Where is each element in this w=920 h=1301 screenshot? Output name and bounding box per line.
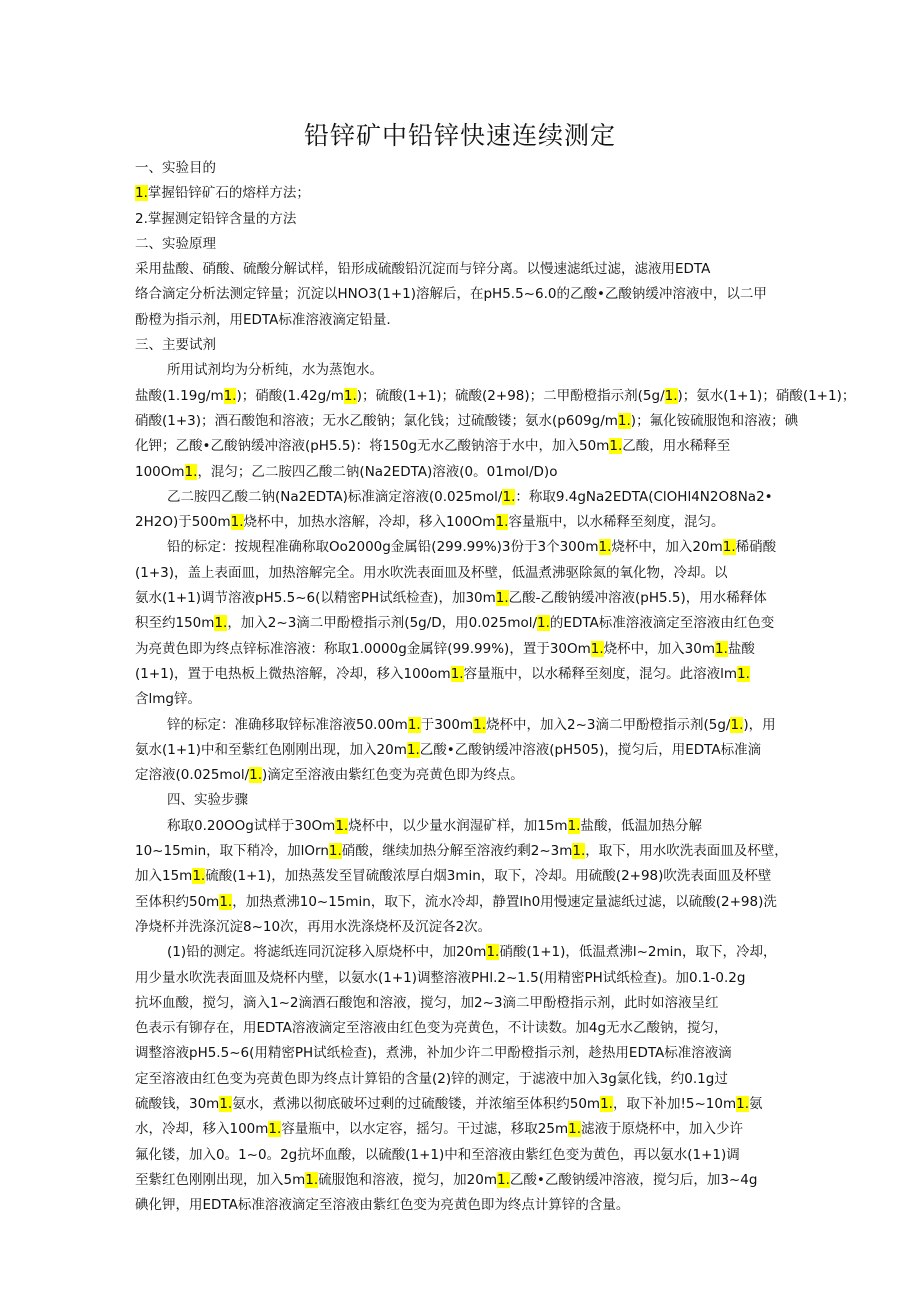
text-line: 色表示有铆存在，用EDTA溶液滴定至溶液由红色变为亮黄色，不计读数。加4g无水乙酸钠，搅匀，	[135, 1020, 728, 1037]
highlight-mark: 1.	[486, 944, 500, 961]
highlight-mark: 1.	[609, 438, 623, 455]
text-line: 三、主要试剂	[135, 337, 216, 354]
highlight-mark: 1.	[572, 843, 586, 860]
text-line: 所用试剂均为分析纯，水为蒸饱水。	[167, 362, 383, 379]
highlight-mark: 1.	[715, 640, 728, 657]
highlight-mark: 1.	[722, 539, 736, 556]
text-line: 至紫红色刚刚出现，加入5m1.硫服饱和溶液，搅匀，加20m1.乙酸•乙酸钠缓冲溶液，搅匀后，加3~4g	[135, 1171, 758, 1188]
text-line: 为亮黄色即为终点锌标准溶液：称取1.0000g金属锌(99.99%)，置于30Om1.烧杯中，加入30m1.盐酸	[135, 640, 755, 657]
text-line: 水，冷却，移入100m1.容量瓶中，以水定容，摇匀。干过滤，移取25m1.滤液于原烧杯中，加入少许	[135, 1121, 744, 1138]
text-line: 采用盐酸、硝酸、硫酸分解试样，铅形成硫酸铅沉淀而与锌分离。以慢速滤纸过滤，滤液用EDTA	[135, 261, 711, 278]
highlight-mark: 1.	[407, 716, 421, 733]
text-line: 乙二胺四乙酸二钠(Na2EDTA)标准滴定溶液(0.025mol∕1.：称取9.4gNa2EDTA(ClOHl4N2O8Na2•	[167, 488, 773, 505]
highlight-mark: 1.	[502, 488, 516, 505]
highlight-mark: 1.	[305, 1171, 319, 1188]
document-body	[135, 156, 856, 1218]
text-line: 锌的标定：准确移取锌标准溶液50.00m1.于300m1.烧杯中，加入2~3滴二甲酚橙指示剂(5g∕1.)，用	[167, 716, 776, 733]
text-line: 称取0.20OOg试样于30Om1.烧杯中，以少量水润湿矿样，加15m1.盐酸，低温加热分解	[167, 817, 702, 834]
text-line: (1+1)，置于电热板上微热溶解，冷却，移入100om1.容量瓶中，以水稀释至刻度，混匀。此溶液lm1.	[135, 665, 750, 682]
text-line: 定至溶液由红色变为亮黄色即为终点计算铅的含量(2)锌的测定，于滤液中加入3g氯化钱，约0.1g过	[135, 1070, 728, 1087]
text-line: 加入15m1.硫酸(1+1)，加热蒸发至冒硫酸浓厚白烟3min，取下，冷却。用硫酸(2+98)吹洗表面皿及杯壁	[135, 868, 772, 885]
text-line: 1.掌握铅锌矿石的熔样方法；	[135, 185, 310, 202]
text-line: 定溶液(0.025mol∕1.)滴定至溶液由紫红色变为亮黄色即为终点。	[135, 767, 524, 784]
highlight-mark: 1.	[450, 665, 464, 682]
highlight-mark: 1.	[219, 893, 233, 910]
highlight-mark: 1.	[223, 387, 237, 404]
text-line: 铅的标定：按规程准确称取Oo2000g金属铅(299.99%)3份于3个300m1.烧杯中，加入20m1.稀硝酸	[167, 539, 777, 556]
text-line: 至体积约50m1.，加热煮沸10~15min，取下，流水冷却，静置lh0用慢速定量滤纸过滤，以硫酸(2+98)洗	[135, 893, 777, 910]
highlight-mark: 1.	[343, 387, 357, 404]
text-line: 盐酸(1.19g∕m1.)；硝酸(1.42g∕m1.)；硫酸(1+1)；硫酸(2+98)；二甲酚橙指示剂(5g∕1.)；氨水(1+1)；硝酸(1+1)；	[135, 387, 856, 404]
highlight-mark: 1.	[219, 1095, 233, 1112]
text-line: 2H2O)于500m1.烧杯中，加热水溶解，冷却，移入100Om1.容量瓶中，以水稀释至刻度，混匀。	[135, 514, 725, 531]
text-line: 化钾；乙酸•乙酸钠缓冲溶液(pH5.5)：将150g无水乙酸钠溶于水中，加入50m1.乙酸，用水稀释至	[135, 438, 731, 455]
text-line: 络合滴定分析法测定锌量；沉淀以HNO3(1+1)溶解后，在pH5.5~6.0的乙酸•乙酸钠缓冲溶液中，以二甲	[135, 286, 767, 303]
highlight-mark: 1.	[617, 412, 631, 429]
highlight-mark: 1.	[230, 514, 244, 531]
text-line: 调整溶液pH5.5~6(用精密PH试纸检查)，煮沸，补加少许二甲酚橙指示剂，趁热用EDTA标准溶液滴	[135, 1045, 732, 1062]
text-line: 用少量水吹洗表面皿及烧杯内壁，以氨水(1+1)调整溶液PHl.2~1.5(用精密PH试纸检查)。加0.1-0.2g	[135, 969, 746, 986]
text-line: 含lmg锌。	[135, 691, 201, 708]
text-line: 酚橙为指示剂，用EDTA标准溶液滴定铅量.	[135, 311, 391, 328]
highlight-mark: 1.	[496, 1171, 510, 1188]
text-line: (1+3)，盖上表面皿，加热溶解完全。用水吹洗表面皿及杯壁，低温煮沸驱除氮的氧化物，冷却。以	[135, 564, 728, 581]
text-line: 氨水(1+1)中和至紫红色刚刚出现，加入20m1.乙酸•乙酸钠缓冲溶液(pH505)，搅匀后，用EDTA标准滴	[135, 741, 762, 758]
text-line: 净烧杯并洗涤沉淀8~10次，再用水洗涤烧杯及沉淀各2次。	[135, 918, 492, 935]
highlight-mark: 1.	[135, 185, 148, 202]
text-line: 抗坏血酸，搅匀，滴入1~2滴酒石酸饱和溶液，搅匀，加2~3滴二甲酚橙指示剂，此时如溶液呈红	[135, 994, 719, 1011]
highlight-mark: 1.	[730, 716, 744, 733]
highlight-mark: 1.	[598, 539, 612, 556]
text-line: 氟化镂，加入0。1~0。2g抗坏血酸，以硫酸(1+1)中和至溶液由紫红色变为黄色，再以氨水(1+1)调	[135, 1146, 740, 1163]
text-line: 10~15min，取下稍冷，加lOrn1.硝酸，继续加热分解至溶液约剩2~3m1.，取下，用水吹洗表面皿及杯壁，	[135, 843, 788, 860]
highlight-mark: 1.	[328, 843, 342, 860]
highlight-mark: 1.	[184, 463, 198, 480]
highlight-mark: 1.	[495, 514, 509, 531]
highlight-mark: 1.	[192, 868, 206, 885]
highlight-mark: 1.	[600, 1095, 613, 1112]
text-line: 二、实验原理	[135, 235, 216, 252]
text-line: 一、实验目的	[135, 160, 216, 176]
highlight-mark: 1.	[568, 1121, 582, 1138]
highlight-mark: 1.	[214, 615, 228, 632]
text-line: 100Om1.，混匀；乙二胺四乙酸二钠(Na2EDTA)溶液(0。01mol∕D)o	[135, 463, 558, 480]
document-title: 铅锌矿中铅锌快速连续测定	[303, 121, 616, 150]
text-line: 硝酸(1+3)；酒石酸饱和溶液；无水乙酸钠；氯化钱；过硫酸镂；氨水(p609g∕m1.)；氟化铵硫服饱和溶液；碘	[135, 412, 799, 429]
highlight-mark: 1.	[335, 817, 349, 834]
highlight-mark: 1.	[268, 1121, 282, 1138]
highlight-mark: 1.	[406, 741, 420, 758]
highlight-mark: 1.	[249, 767, 263, 784]
highlight-mark: 1.	[537, 615, 550, 632]
text-line: 2.掌握测定铅锌含量的方法	[135, 210, 297, 227]
highlight-mark: 1.	[590, 640, 604, 657]
highlight-mark: 1.	[567, 817, 581, 834]
highlight-mark: 1.	[664, 387, 678, 404]
text-line: 碘化钾，用EDTA标准溶液滴定至溶液由紫红色变为亮黄色即为终点计算锌的含量。	[135, 1197, 630, 1214]
highlight-mark: 1.	[473, 716, 487, 733]
text-line: (1)铅的测定。将滤纸连同沉淀移入原烧杯中，加20m1.硝酸(1+1)，低温煮沸l~2min，取下，冷却，	[167, 944, 777, 961]
highlight-mark: 1.	[736, 1095, 749, 1112]
highlight-mark: 1.	[495, 590, 509, 607]
text-line: 氨水(1+1)调节溶液pH5.5~6(以精密PH试纸检查)，加30m1.乙酸-乙酸钠缓冲溶液(pH5.5)，用水稀释体	[135, 590, 767, 607]
text-line: 四、实验步骤	[167, 792, 248, 809]
text-line: 积至约150m1.，加入2~3滴二甲酚橙指示剂(5g∕D，用0.025mol∕1.的EDTA标准溶液滴定至溶液由红色变	[135, 615, 775, 632]
text-line: 硫酸钱，30m1.氨水，煮沸以彻底破坏过剩的过硫酸镂，并浓缩至体积约50m1.，取下补加!5~10m1.氨	[135, 1095, 763, 1112]
highlight-mark: 1.	[737, 665, 750, 682]
